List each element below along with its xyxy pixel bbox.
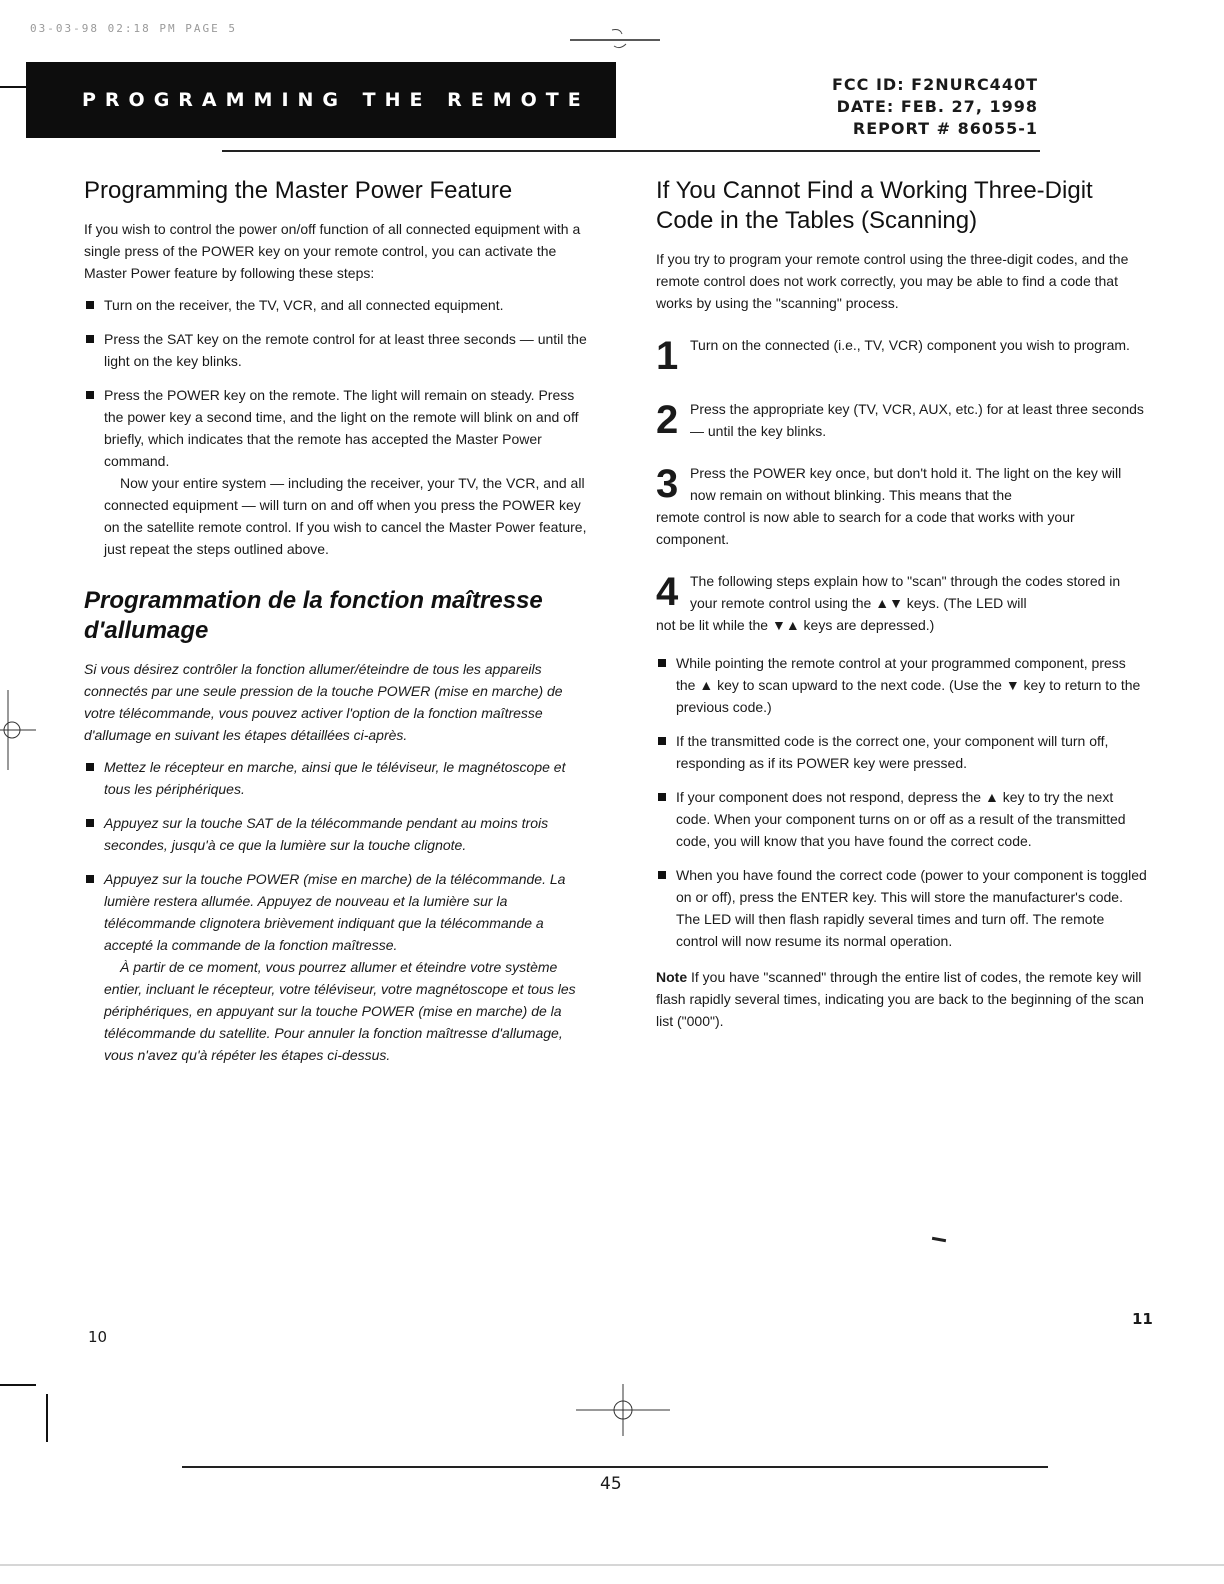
list-item: When you have found the correct code (power to your component is toggled on or off), press the ENTER key. This will store the manufacturer's code. The LED will then flash rapidly several times and turn off. The remote control will now resume its normal operation. — [656, 864, 1148, 952]
page-number-right: 11 — [1132, 1310, 1153, 1328]
fcc-date: DATE: FEB. 27, 1998 — [836, 97, 1038, 116]
scanning-intro: If you try to program your remote control using the three-digit codes, and the remote control does not work correctly, you may be able to find a code that works by using the "scanning" process. — [656, 251, 1129, 311]
list-item: Press the SAT key on the remote control for at least three seconds — until the light on the key blinks. — [84, 328, 590, 372]
square-bullet-icon — [86, 391, 94, 399]
square-bullet-icon — [658, 737, 666, 745]
square-bullet-icon — [86, 819, 94, 827]
square-bullet-icon — [86, 335, 94, 343]
step-text: The following steps explain how to "scan" through the codes stored in your remote control using the ▲▼ keys. (The LED will — [690, 573, 1121, 611]
fcc-info-block — [832, 74, 1038, 140]
right-column — [656, 166, 1148, 1032]
step-1 — [656, 334, 1148, 378]
french-steps — [84, 756, 590, 1066]
scanning-bullets — [656, 652, 1148, 952]
square-bullet-icon — [86, 875, 94, 883]
page-number-left: 10 — [88, 1328, 108, 1346]
step-number: 4 — [656, 570, 679, 614]
list-item: If your component does not respond, depress the ▲ key to try the next code. When your component turns on or off as a result of the transmitted code, you will know that you have found the correct code. — [656, 786, 1148, 852]
scanning-title: If You Cannot Find a Working Three-Digit Code in the Tables (Scanning) — [656, 177, 1093, 234]
section-banner: PROGRAMMING THE REMOTE — [26, 62, 616, 138]
step-number: 1 — [656, 334, 679, 378]
fcc-id: FCC ID: F2NURC440T — [831, 75, 1038, 94]
step-number: 2 — [656, 398, 679, 442]
square-bullet-icon — [658, 659, 666, 667]
footer-rule — [182, 1466, 1048, 1468]
french-intro: Si vous désirez contrôler la fonction allumer/éteindre de tous les appareils connectés par une seule pression de la touche POWER (mise en marche) de votre télécommande, vous pouvez activer l'option de la fonction maîtresse d'allumage en suivant les étapes détaillées ci-après. — [84, 661, 563, 743]
square-bullet-icon — [86, 763, 94, 771]
registration-mark-icon — [576, 1384, 670, 1436]
crop-mark — [0, 1384, 36, 1386]
fcc-report: REPORT # 86055-1 — [852, 119, 1038, 138]
step-text: Press the POWER key once, but don't hold it. The light on the key will now remain on without blinking. This means that the — [690, 465, 1122, 503]
master-power-followup: Now your entire system — including the receiver, your TV, the VCR, and all connected equipment — will turn on and off when you press the POWER key on the satellite remote control. If you wish to cancel the Master Power feature, just repeat the steps outlined above. — [104, 475, 587, 557]
fax-header-text: 03-03-98 02:18 PM PAGE 5 — [30, 22, 237, 35]
master-power-title: Programming the Master Power Feature — [84, 177, 513, 204]
scan-artifact — [932, 1237, 946, 1242]
step-text: Turn on the connected (i.e., TV, VCR) component you wish to program. — [690, 337, 1130, 353]
master-power-intro: If you wish to control the power on/off function of all connected equipment with a single press of the POWER key on your remote control, you can activate the Master Power feature by following these steps: — [84, 221, 581, 281]
square-bullet-icon — [86, 301, 94, 309]
french-title: Programmation de la fonction maîtresse d'allumage — [84, 587, 543, 644]
note-label: Note — [656, 969, 688, 985]
page-edge — [0, 1564, 1224, 1566]
left-column — [84, 166, 590, 1078]
list-item: If the transmitted code is the correct one, your component will turn off, responding as if its POWER key were pressed. — [656, 730, 1148, 774]
list-item: Appuyez sur la touche SAT de la télécommande pendant au moins trois secondes, jusqu'à ce que la lumière sur la touche clignote. — [84, 812, 590, 856]
list-item: Press the POWER key on the remote. The light will remain on steady. Press the power key a second time, and the light on the remote will blink on and off briefly, which indicates that the remote has accepted the Master Power command. Now your entire system — including the receiver, your TV, the VCR, and all connected equipment — will turn on and off when you press the POWER key on the satellite remote control. If you wish to cancel the Master Power feature, just repeat the steps outlined above. — [84, 384, 590, 560]
square-bullet-icon — [658, 793, 666, 801]
list-item: Appuyez sur la touche POWER (mise en marche) de la télécommande. La lumière restera allumée. Appuyez de nouveau et la lumière sur la télécommande clignotera brièvement indiquant que la télécommande a accepté la commande de la fonction maîtresse. À partir de ce moment, vous pourrez allumer et éteindre votre système entier, incluant le récepteur, votre téléviseur, votre magnétoscope et tous les périphériques, en appuyant sur la touche POWER (mise en marche) de la télécommande du satellite. Pour annuler la fonction maîtresse d'allumage, vous n'avez qu'à répéter les étapes ci-dessus. — [84, 868, 590, 1066]
registration-mark-icon — [0, 690, 38, 770]
page-number-center: 45 — [600, 1474, 622, 1494]
note-text: If you have "scanned" through the entire list of codes, the remote key will flash rapidly several times, indicating you are back to the beginning of the scan list ("000"). — [656, 969, 1144, 1029]
list-item: While pointing the remote control at your programmed component, press the ▲ key to scan upward to the next code. (Use the ▼ key to return to the previous code.) — [656, 652, 1148, 718]
step-number: 3 — [656, 462, 679, 506]
step-text: Press the appropriate key (TV, VCR, AUX, etc.) for at least three seconds — until the key blinks. — [690, 401, 1144, 439]
step-3 — [656, 462, 1148, 550]
square-bullet-icon — [658, 871, 666, 879]
list-item: Mettez le récepteur en marche, ainsi que le téléviseur, le magnétoscope et tous les périphériques. — [84, 756, 590, 800]
step-text-continued: remote control is now able to search for a code that works with your component. — [656, 509, 1075, 547]
crop-mark — [46, 1394, 48, 1442]
header-rule — [222, 150, 1040, 152]
french-followup: À partir de ce moment, vous pourrez allumer et éteindre votre système entier, incluant le récepteur, votre téléviseur, votre magnétoscope et tous les périphériques, en appuyant sur la touche POWER (mise en marche) de la télécommande du satellite. Pour annuler la fonction maîtresse d'allumage, vous n'avez qu'à répéter les étapes ci-dessus. — [104, 959, 576, 1063]
scanning-note — [656, 966, 1148, 1032]
step-4 — [656, 570, 1148, 636]
step-text-continued: not be lit while the ▼▲ keys are depressed.) — [656, 617, 935, 633]
list-item: Turn on the receiver, the TV, VCR, and all connected equipment. — [84, 294, 590, 316]
registration-squiggle — [568, 26, 662, 54]
step-2 — [656, 398, 1148, 442]
master-power-steps — [84, 294, 590, 560]
